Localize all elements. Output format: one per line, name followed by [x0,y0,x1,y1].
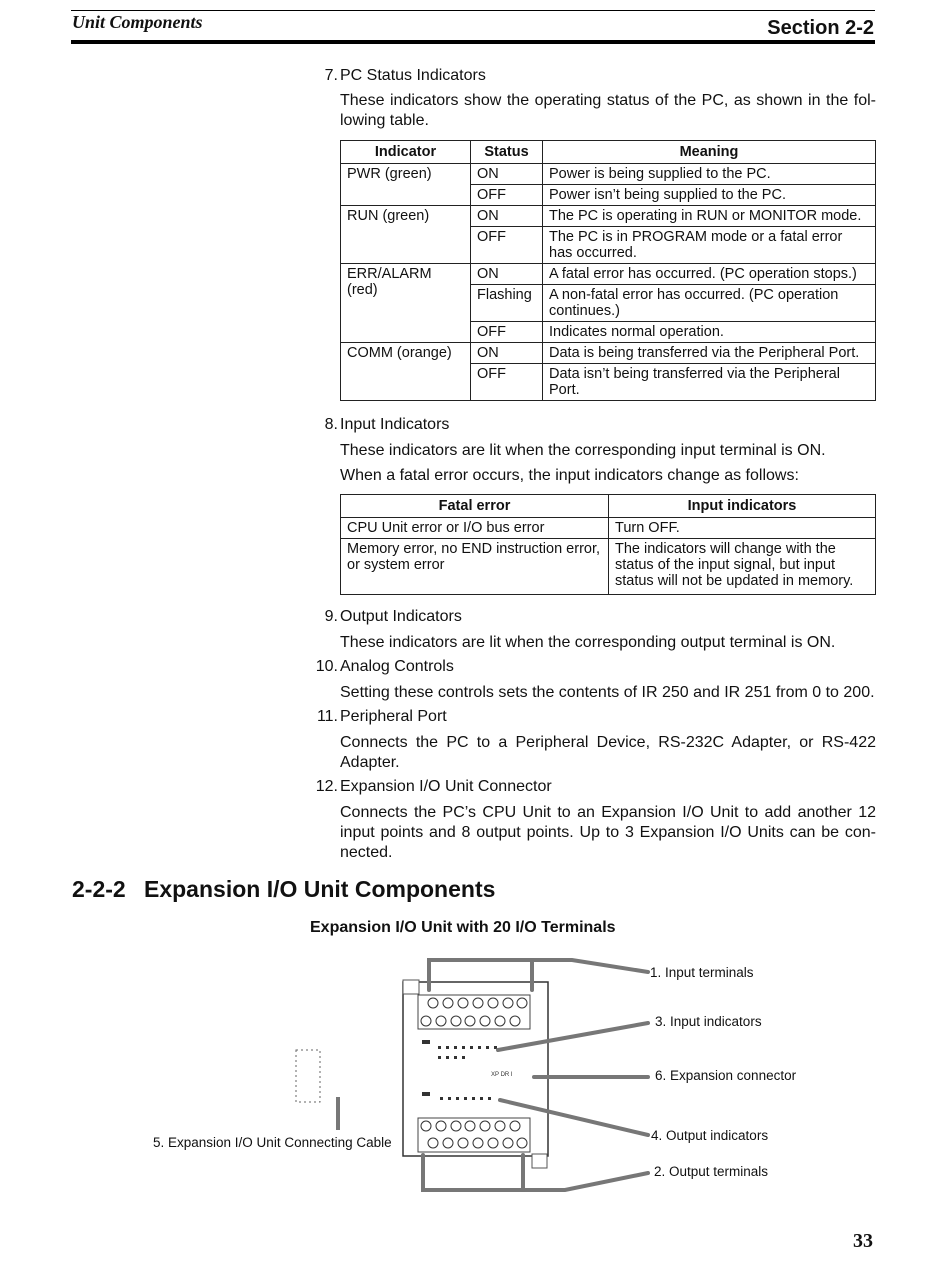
item-title: PC Status Indicators [340,67,486,84]
meaning-cell: The PC is in PROGRAM mode or a fatal error has occurred. [543,227,876,264]
status-cell: ON [471,164,543,185]
table-header-row [341,495,876,518]
callout-input-terminals: 1. Input terminals [650,965,754,980]
table-row [341,539,876,595]
table-row [341,264,876,285]
item-title: Output Indicators [340,608,462,625]
page-number: 33 [853,1230,873,1252]
item-title: Peripheral Port [340,708,447,725]
table-row [341,206,876,227]
device-model-label: XP DR I [491,1072,513,1078]
header-rule-thin [71,10,875,11]
callout-expansion-connector: 6. Expansion connector [655,1068,797,1083]
meaning-cell: The PC is operating in RUN or MONITOR mode. [543,206,876,227]
item-number: 12. [315,778,338,795]
meaning-cell: Data isn’t being transferred via the Peripheral Port. [543,364,876,401]
section-number: 2-2-2 [72,876,126,902]
table-row [341,164,876,185]
indicator-cell: PWR (green) [341,164,471,206]
item-number: 9. [324,608,338,625]
callout-output-indicators: 4. Output indicators [651,1128,769,1143]
meaning-cell: Indicates normal operation. [543,322,876,343]
input-indicators-cell: Turn OFF. [609,518,876,539]
status-cell: ON [471,206,543,227]
callout-output-terminals: 2. Output terminals [654,1164,769,1179]
table-header-row [341,141,876,164]
running-header-section: Section 2-2 [767,17,874,39]
item-number: 7. [324,67,338,84]
fatal-error-table [340,494,876,595]
indicator-cell: RUN (green) [341,206,471,264]
status-cell: Flashing [471,285,543,322]
fatal-error-cell: CPU Unit error or I/O bus error [341,518,609,539]
status-indicator-table [340,140,876,401]
item-7-text: These indicators show the operating status of the PC, as shown in the fol- lowing table. [340,92,876,129]
col-header: Fatal error [341,495,609,518]
item-number: 8. [324,416,338,433]
item-number: 10. [315,658,338,675]
item-8-text: These indicators are lit when the corresponding input terminal is ON. [340,442,826,459]
status-cell: OFF [471,185,543,206]
table-row [341,343,876,364]
col-header: Status [471,141,543,164]
input-indicators-cell: The indicators will change with the status of the input signal, but input status will not be updated in memory. [609,539,876,595]
status-cell: OFF [471,364,543,401]
fatal-error-cell: Memory error, no END instruction error, or system error [341,539,609,595]
col-header: Input indicators [609,495,876,518]
item-10-text: Setting these controls sets the contents of IR 250 and IR 251 from 0 to 200. [340,684,875,701]
item-9-text: These indicators are lit when the corresponding output terminal is ON. [340,634,836,651]
item-title: Analog Controls [340,658,454,675]
meaning-cell: Data is being transferred via the Peripheral Port. [543,343,876,364]
status-cell: OFF [471,322,543,343]
expansion-unit-diagram [0,940,950,1200]
item-title: Expansion I/O Unit Connector [340,778,552,795]
status-cell: ON [471,343,543,364]
indicator-cell: ERR/ALARM (red) [341,264,471,343]
table-row [341,518,876,539]
indicator-cell: COMM (orange) [341,343,471,401]
item-title: Input Indicators [340,416,450,433]
status-cell: ON [471,264,543,285]
running-header-title: Unit Components [72,12,203,32]
subsection-heading: Expansion I/O Unit with 20 I/O Terminals [310,919,616,936]
meaning-cell: A fatal error has occurred. (PC operation stops.) [543,264,876,285]
status-cell: OFF [471,227,543,264]
meaning-cell: A non-fatal error has occurred. (PC operation continues.) [543,285,876,322]
col-header: Indicator [341,141,471,164]
col-header: Meaning [543,141,876,164]
meaning-cell: Power is being supplied to the PC. [543,164,876,185]
item-number: 11. [316,708,338,725]
section-heading [72,876,495,903]
callout-connecting-cable: 5. Expansion I/O Unit Connecting Cable [153,1135,392,1150]
expansion-unit-body [403,980,548,1168]
meaning-cell: Power isn’t being supplied to the PC. [543,185,876,206]
header-rule-thick [71,40,875,44]
item-8-text-2: When a fatal error occurs, the input indicators change as follows: [340,467,799,484]
callout-input-indicators: 3. Input indicators [655,1014,762,1029]
item-11-text: Connects the PC to a Peripheral Device, RS-232C Adapter, or RS-422 Adapter. [340,734,876,771]
item-12-text: Connects the PC’s CPU Unit to an Expansion I/O Unit to add another 12 input points and 8 output points. Up to 3 Expansion I/O Units can be con- nected. [340,804,876,861]
section-title: Expansion I/O Unit Components [144,876,496,902]
connecting-cable-drawing [296,1050,338,1130]
